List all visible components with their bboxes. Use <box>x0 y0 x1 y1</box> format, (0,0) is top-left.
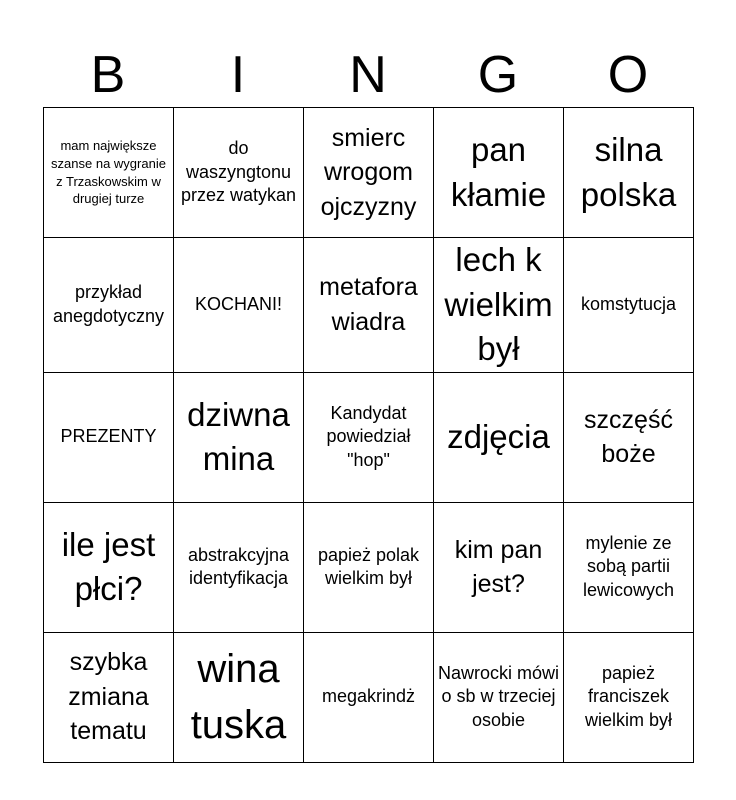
bingo-cell-r5c2[interactable]: wina tuska <box>174 632 304 762</box>
bingo-cell-r2c2[interactable]: KOCHANI! <box>174 238 304 373</box>
bingo-cell-r5c1[interactable]: szybka zmiana tematu <box>44 632 174 762</box>
board-row-3 <box>44 372 694 502</box>
bingo-cell-r4c4[interactable]: kim pan jest? <box>434 502 564 632</box>
bingo-board <box>43 107 694 763</box>
bingo-cell-r1c1[interactable]: mam największe szanse na wygranie z Trzaskowskim w drugiej turze <box>44 108 174 238</box>
bingo-cell-r3c4[interactable]: zdjęcia <box>434 372 564 502</box>
bingo-cell-r5c4[interactable]: Nawrocki mówi o sb w trzeciej osobie <box>434 632 564 762</box>
header-letter-o: O <box>607 46 649 104</box>
bingo-cell-r2c4[interactable]: lech k wielkim był <box>434 238 564 373</box>
bingo-cell-r3c5[interactable]: szczęść boże <box>564 372 694 502</box>
bingo-cell-r2c3[interactable]: metafora wiadra <box>304 238 434 373</box>
bingo-cell-r2c1[interactable]: przykład anegdotyczny <box>44 238 174 373</box>
board-row-1 <box>44 108 694 238</box>
board-row-2 <box>44 238 694 373</box>
bingo-cell-r3c3[interactable]: Kandydat powiedział "hop" <box>304 372 434 502</box>
bingo-cell-r5c3[interactable]: megakrindż <box>304 632 434 762</box>
bingo-cell-r4c1[interactable]: ile jest płci? <box>44 502 174 632</box>
board-row-4 <box>44 502 694 632</box>
bingo-cell-r5c5[interactable]: papież franciszek wielkim był <box>564 632 694 762</box>
bingo-cell-r1c4[interactable]: pan kłamie <box>434 108 564 238</box>
bingo-cell-r2c5[interactable]: komstytucja <box>564 238 694 373</box>
header-letter-g: G <box>477 46 519 104</box>
bingo-cell-r3c1[interactable]: PREZENTY <box>44 372 174 502</box>
header-letter-n: N <box>349 46 387 104</box>
bingo-cell-r1c5[interactable]: silna polska <box>564 108 694 238</box>
bingo-cell-r4c5[interactable]: mylenie ze sobą partii lewicowych <box>564 502 694 632</box>
bingo-header <box>43 44 693 106</box>
board-row-5 <box>44 632 694 762</box>
header-letter-b: B <box>90 46 126 104</box>
bingo-cell-r1c2[interactable]: do waszyngtonu przez watykan <box>174 108 304 238</box>
bingo-cell-r1c3[interactable]: smierc wrogom ojczyzny <box>304 108 434 238</box>
bingo-cell-r4c2[interactable]: abstrakcyjna identyfikacja <box>174 502 304 632</box>
header-letter-i: I <box>230 46 246 104</box>
bingo-cell-r4c3[interactable]: papież polak wielkim był <box>304 502 434 632</box>
bingo-cell-r3c2[interactable]: dziwna mina <box>174 372 304 502</box>
